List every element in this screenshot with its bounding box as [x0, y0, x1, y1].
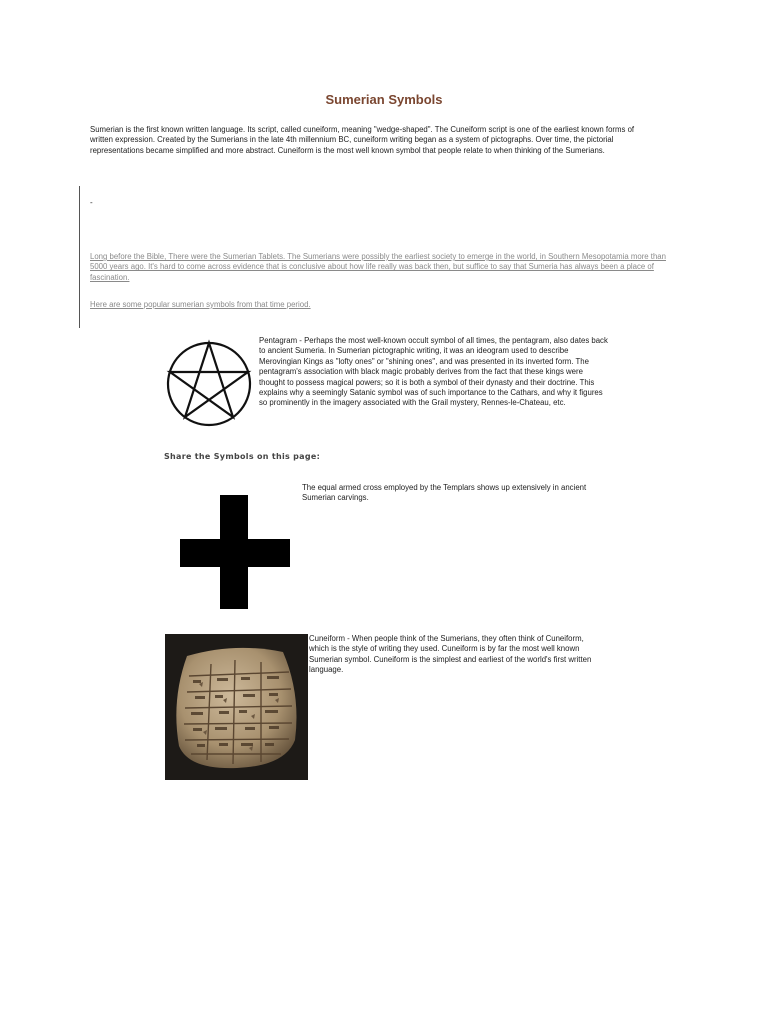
pentagram-description: Pentagram - Perhaps the most well-known occult symbol of all times, the pentagram, also dates back to ancient Sumeria. In Sumerian pictographic writing, it was an ideogram used to describe Merovingian Kings as "lofty ones" or "shining ones", and was presented in its inverted form. The pentagram's association with black magic probably derives from the fact that these kings were thought to possess magical powers; so it is both a symbol of their dynasty and their doctrine. This explains why a seemingly Satanic symbol was of such importance to the Cathars, and why it figures so prominently in the imagery associated with the Grail mystery, Rennes-le-Chateau, etc.: [259, 336, 608, 408]
cross-icon: [180, 495, 290, 609]
cuneiform-description: Cuneiform - When people think of the Sumerians, they often think of Cuneiform, which is the style of writing they used. Cuneiform is by far the most well known Sumerian symbol. Cuneiform is the simplest and earliest of the world's first written language.: [309, 634, 592, 675]
vertical-rule: [79, 186, 80, 328]
sumerian-tablets-link[interactable]: Long before the Bible, There were the Sumerian Tablets. The Sumerians were possibly the earliest society to emerge in the world, in Southern Mesopotamia more than 5000 years ago. It's hard to come across evidence that is conclusive about how life really was back then, but suffice to say that Sumeria has always been a place of fascination.: [90, 252, 666, 282]
page-title: Sumerian Symbols: [325, 92, 443, 107]
intro-paragraph: Sumerian is the first known written language. Its script, called cuneiform, meaning "wedge-shaped". The Cuneiform script is one of the earliest known forms of written expression. Created by the Sumerians in the late 4th millennium BC, cuneiform writing began as a system of pictographs. Over time, the pictorial representations became simplified and more abstract. Cuneiform is the most well known symbol that people relate to when thinking of the Sumerians.: [90, 125, 635, 155]
cuneiform-tablet-photo: [165, 634, 308, 780]
share-heading: Share the Symbols on this page:: [164, 452, 321, 461]
cross-description: The equal armed cross employed by the Templars shows up extensively in ancient Sumerian carvings.: [302, 483, 587, 503]
pentagram-icon: [166, 334, 252, 434]
dash-text: -: [90, 198, 93, 207]
popular-symbols-link[interactable]: Here are some popular sumerian symbols from that time period.: [90, 300, 311, 309]
